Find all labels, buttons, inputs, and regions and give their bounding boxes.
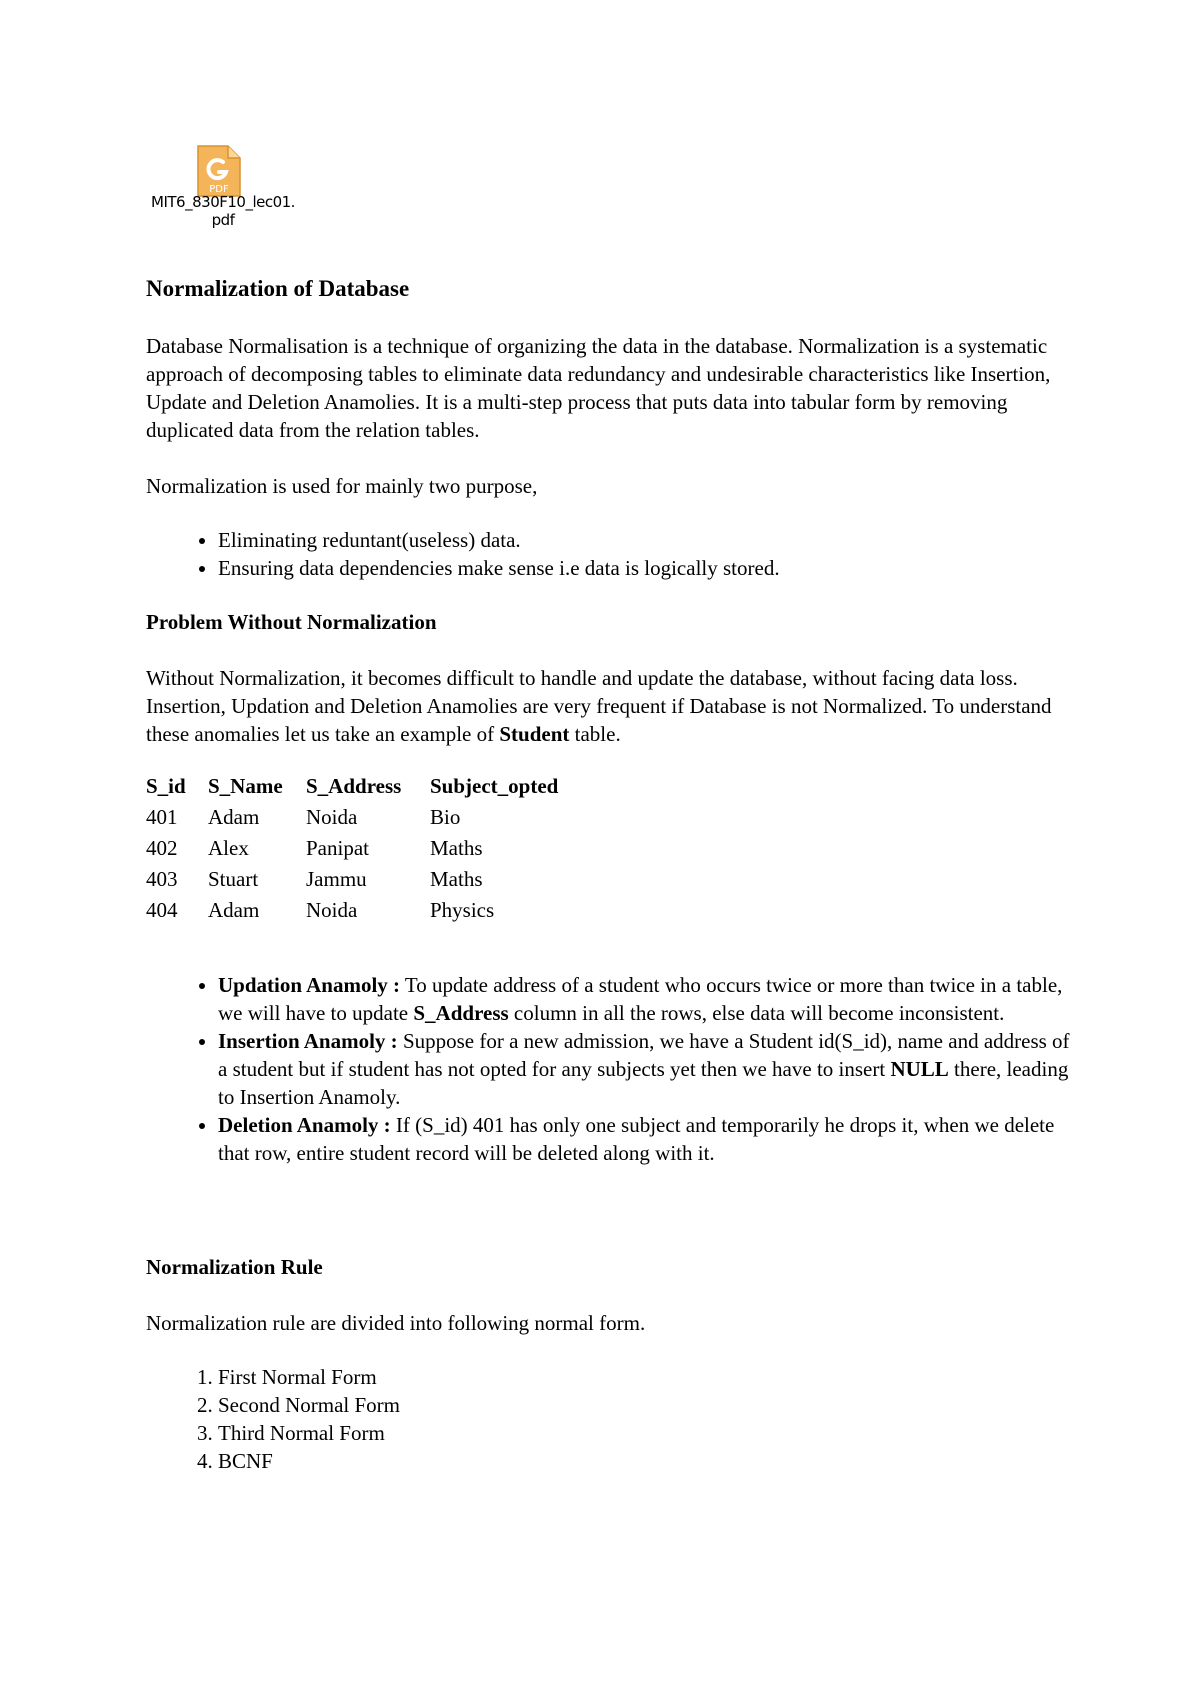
list-item: 1. First Normal Form [218, 1363, 1076, 1391]
table-cell: Bio [430, 805, 461, 829]
table-cell: Maths [430, 836, 483, 860]
table-cell: Adam [208, 898, 260, 922]
problem-heading: Problem Without Normalization [146, 610, 437, 634]
intro-paragraph: Database Normalisation is a technique of organizing the data in the database. Normalization is a systematic approach of decomposing tables to eliminate data redundancy and undesirable characteristics like Insertion, Update and Deletion Anamolies. It is a multi-step process that puts data into tabular form by removing duplicated data from the relation tables. [146, 334, 1051, 442]
normal-forms-list [146, 1363, 1076, 1475]
document-body [146, 274, 1076, 1475]
rule-intro: Normalization rule are divided into following normal form. [146, 1311, 646, 1335]
anomaly-label: Insertion Anamoly : [218, 1029, 398, 1053]
attachment-filename-line1: MIT6_830F10_lec01. [151, 193, 295, 211]
table-cell: Maths [430, 867, 483, 891]
student-table [146, 774, 564, 929]
anomaly-list [146, 971, 1076, 1167]
pdf-icon-label: PDF [209, 184, 229, 195]
table-row [146, 805, 564, 836]
anomaly-label: Updation Anamoly : [218, 973, 401, 997]
table-row [146, 867, 564, 898]
table-cell: Noida [306, 805, 358, 829]
column-header: Subject_opted [430, 774, 559, 798]
list-item: • Deletion Anamoly : If (S_id) 401 has only one subject and temporarily he drops it, when we delete that row, entire student record will be deleted along with it. [218, 1111, 1076, 1167]
table-cell: 401 [146, 805, 178, 829]
page-title: Normalization of Database [146, 276, 410, 301]
table-cell: Stuart [208, 867, 259, 891]
rule-heading: Normalization Rule [146, 1255, 323, 1279]
table-cell: Jammu [306, 867, 367, 891]
list-item: 3. Third Normal Form [218, 1419, 1076, 1447]
table-row [146, 836, 564, 867]
table-header-row [146, 774, 564, 805]
table-cell: Adam [208, 805, 260, 829]
anomaly-label: Deletion Anamoly : [218, 1113, 391, 1137]
attachment-filename [138, 193, 308, 229]
list-item: 4. BCNF [218, 1447, 1076, 1475]
table-cell: 404 [146, 898, 178, 922]
table-cell: Alex [208, 836, 249, 860]
table-cell: Noida [306, 898, 358, 922]
student-emphasis: Student [499, 722, 570, 746]
list-item: • Ensuring data dependencies make sense i.e data is logically stored. [218, 554, 1076, 582]
list-item: 2. Second Normal Form [218, 1391, 1076, 1419]
table-cell: Physics [430, 898, 495, 922]
column-header: S_Name [208, 774, 283, 798]
column-header: S_Address [306, 774, 402, 798]
problem-paragraph: Without Normalization, it becomes difficult to handle and update the database, without facing data loss. Insertion, Updation and Deletion Anamolies are very frequent if Database is not Normalized. To understand these anomalies let us take an example of Student table. [146, 666, 1052, 746]
attachment-filename-line2: pdf [211, 211, 235, 229]
table-cell: 402 [146, 836, 178, 860]
pdf-file-icon [196, 145, 242, 197]
list-item: • Eliminating reduntant(useless) data. [218, 526, 1076, 554]
column-header: S_id [146, 774, 186, 798]
table-row [146, 898, 564, 929]
pdf-attachment[interactable] [138, 145, 308, 229]
table-cell: Panipat [306, 836, 369, 860]
purpose-list [146, 526, 1076, 582]
purpose-intro: Normalization is used for mainly two purpose, [146, 474, 538, 498]
table-cell: 403 [146, 867, 178, 891]
list-item: • Insertion Anamoly : Suppose for a new admission, we have a Student id(S_id), name and address of a student but if student has not opted for any subjects yet then we have to insert NULL there, leading to Insertion Anamoly. [218, 1027, 1076, 1111]
list-item: • Updation Anamoly : To update address of a student who occurs twice or more than twice in a table, we will have to update S_Address column in all the rows, else data will become inconsistent. [218, 971, 1076, 1027]
